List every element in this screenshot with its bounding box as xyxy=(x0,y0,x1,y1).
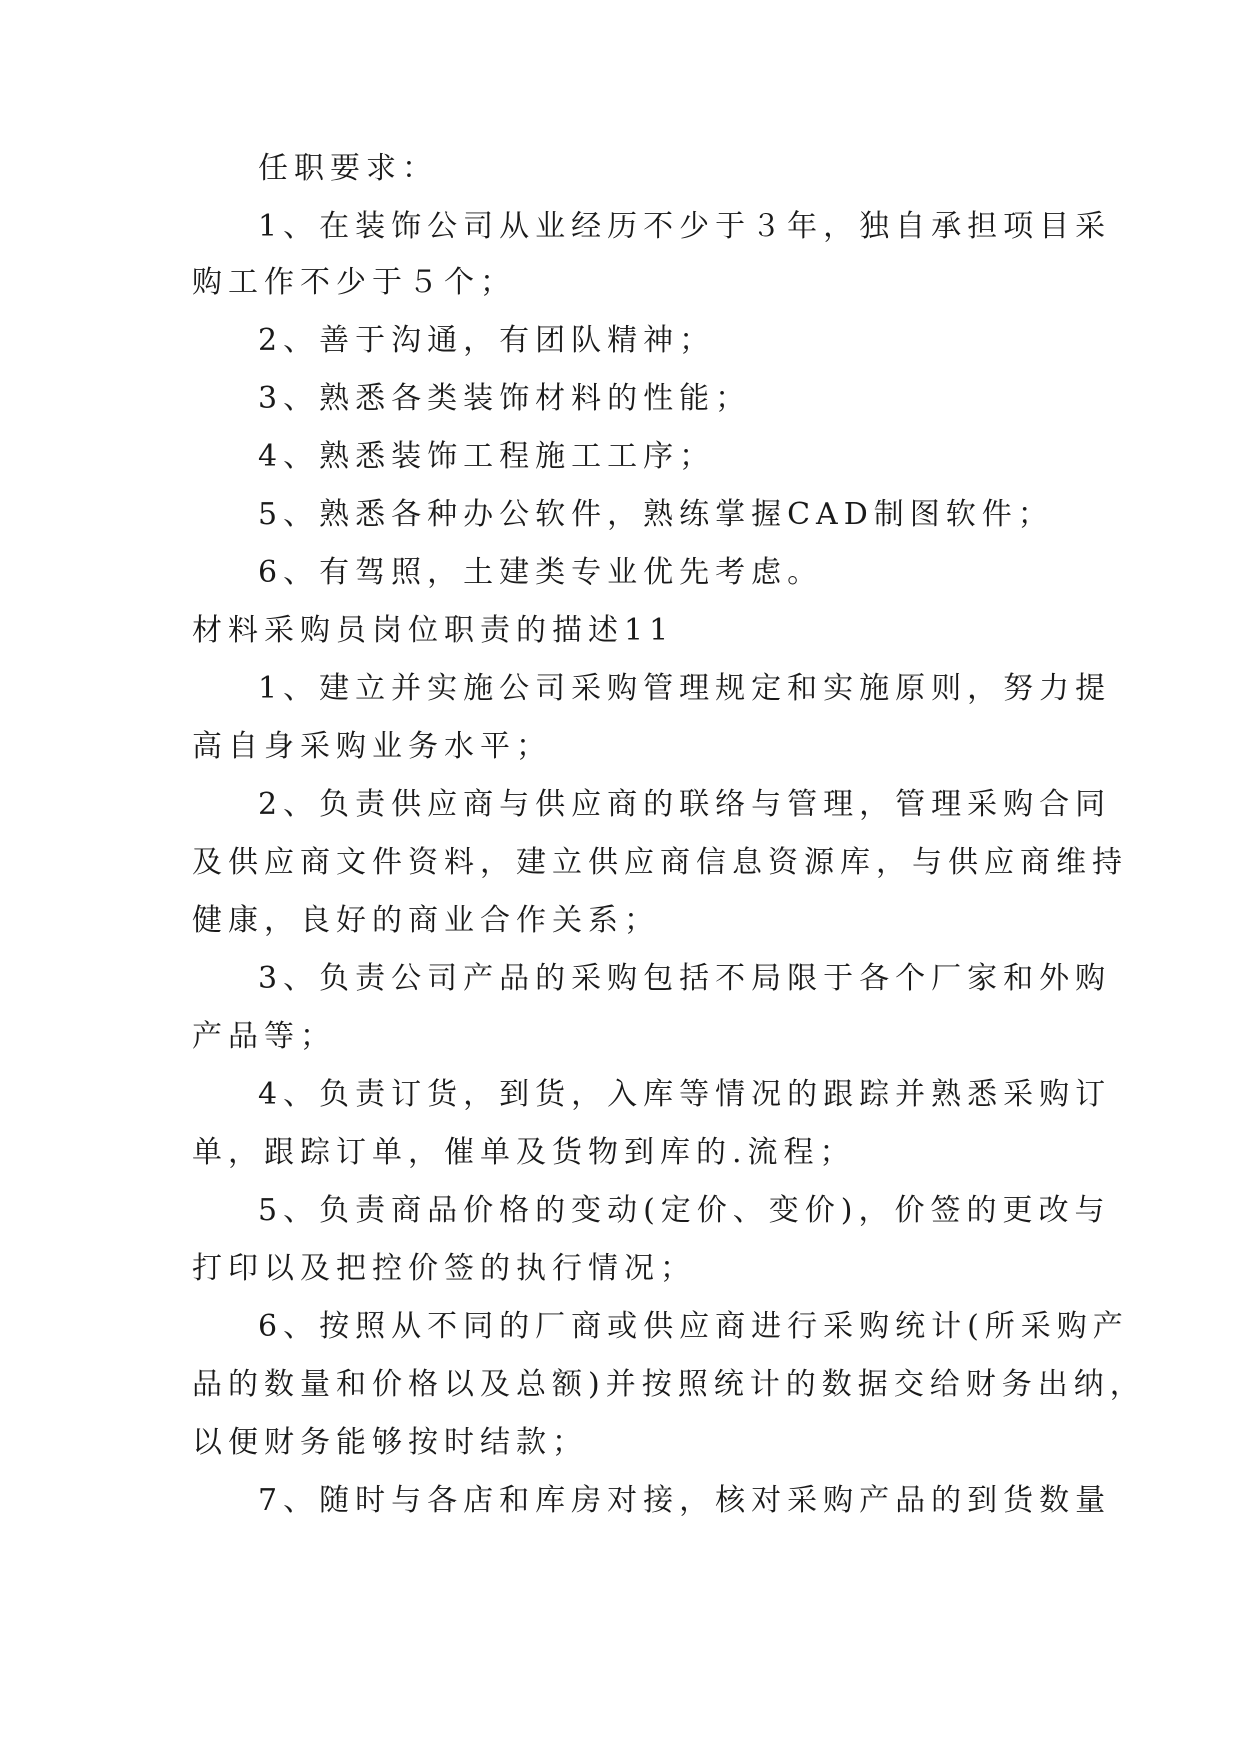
duty-6-line-1: 6、按照从不同的厂商或供应商进行采购统计(所采购产 xyxy=(258,1309,1129,1344)
duty-5-line-1: 5、负责商品价格的变动(定价、变价)，价签的更改与 xyxy=(258,1193,1111,1228)
duty-5-line-2: 打印以及把控价签的执行情况； xyxy=(192,1251,696,1286)
duty-4-line-2: 单，跟踪订单，催单及货物到库的.流程； xyxy=(192,1135,856,1170)
requirement-6: 6、有驾照，土建类专业优先考虑。 xyxy=(258,555,824,590)
duty-6-line-3: 以便财务能够按时结款； xyxy=(192,1425,588,1460)
requirement-3: 3、熟悉各类装饰材料的性能； xyxy=(258,381,752,416)
duty-2-line-3: 健康，良好的商业合作关系； xyxy=(192,903,660,938)
duty-1-line-1: 1、建立并实施公司采购管理规定和实施原则，努力提 xyxy=(258,671,1112,706)
section-title: 材料采购员岗位职责的描述11 xyxy=(192,613,675,648)
requirement-4: 4、熟悉装饰工程施工工序； xyxy=(258,439,716,474)
duty-3-line-1: 3、负责公司产品的采购包括不局限于各个厂家和外购 xyxy=(258,961,1112,996)
requirement-1-line-1: 1、在装饰公司从业经历不少于３年，独自承担项目采 xyxy=(258,209,1112,244)
duty-2-line-1: 2、负责供应商与供应商的联络与管理，管理采购合同 xyxy=(258,787,1112,822)
duty-6-line-2: 品的数量和价格以及总额)并按照统计的数据交给财务出纳， xyxy=(192,1367,1146,1402)
requirement-5: 5、熟悉各种办公软件，熟练掌握CAD制图软件； xyxy=(258,497,1054,532)
requirements-heading: 任职要求： xyxy=(258,151,438,186)
requirement-1-line-2: 购工作不少于５个； xyxy=(192,265,516,300)
duty-1-line-2: 高自身采购业务水平； xyxy=(192,729,552,764)
duty-3-line-2: 产品等； xyxy=(192,1019,336,1054)
duty-7-line-1: 7、随时与各店和库房对接，核对采购产品的到货数量 xyxy=(258,1483,1112,1518)
requirement-2: 2、善于沟通，有团队精神； xyxy=(258,323,716,358)
duty-4-line-1: 4、负责订货，到货，入库等情况的跟踪并熟悉采购订 xyxy=(258,1077,1112,1112)
duty-2-line-2: 及供应商文件资料，建立供应商信息资源库，与供应商维持 xyxy=(192,845,1128,880)
